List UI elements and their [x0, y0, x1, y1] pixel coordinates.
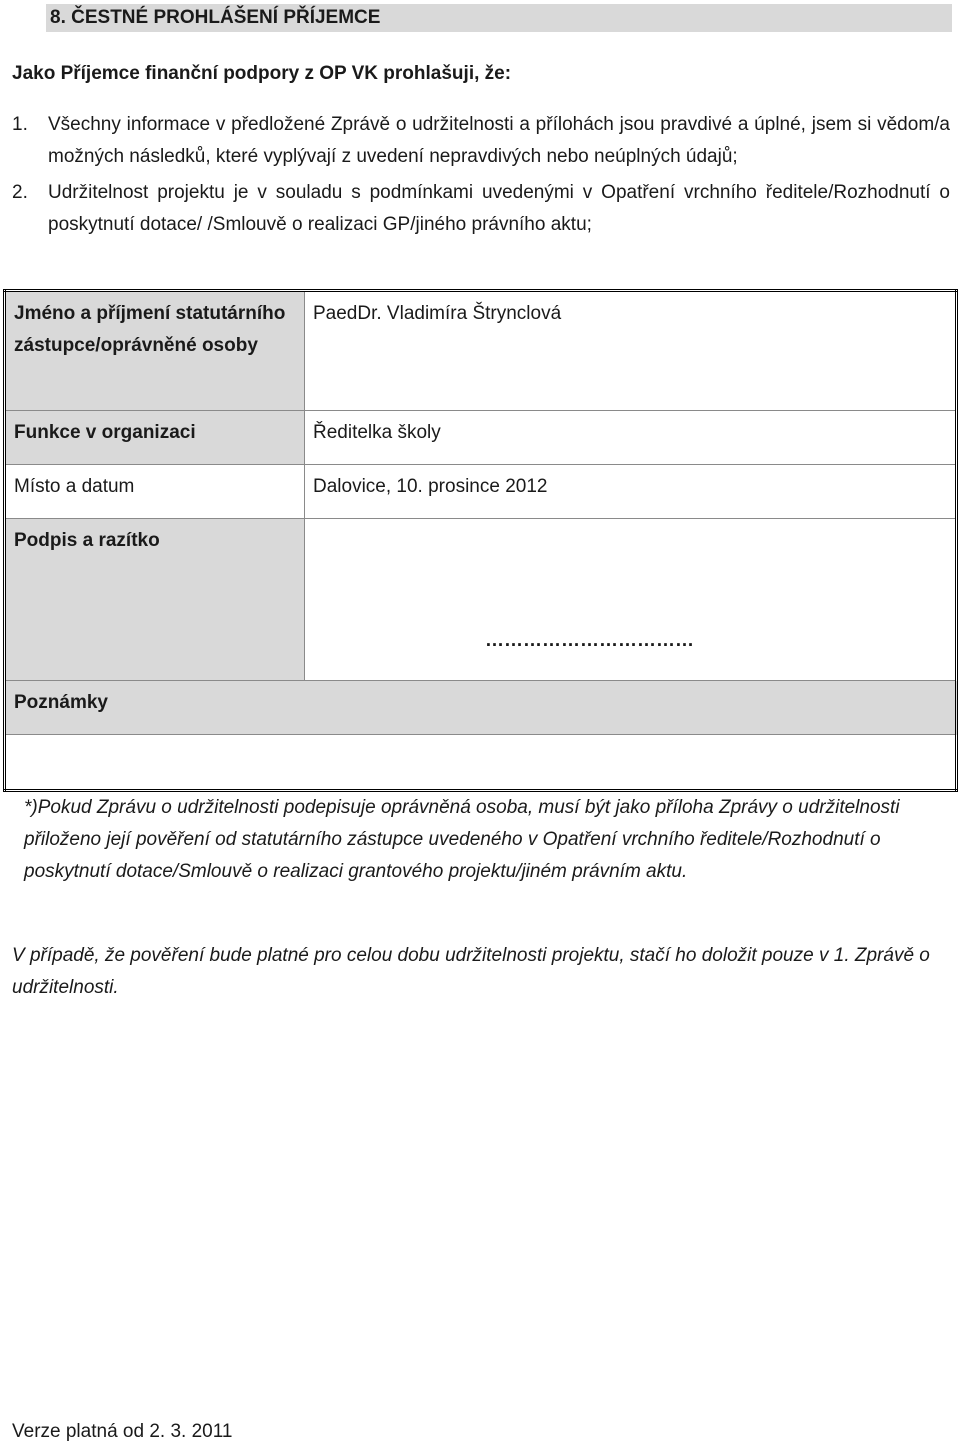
signature-label: Podpis a razítko: [5, 519, 305, 681]
name-label: Jméno a příjmení statutárního zástupce/oprávněné osoby: [5, 291, 305, 411]
declaration-text: Všechny informace v předložené Zprávě o udržitelnosti a přílohách jsou pravdivé a úplné, jsem si vědom/a možných následků, které vyplývají z uvedení nepravdivých nebo neúplných údajů;: [48, 114, 950, 167]
notes-field[interactable]: [5, 735, 957, 791]
place-date-label: Místo a datum: [5, 465, 305, 519]
section-title: 8. ČESTNÉ PROHLÁŠENÍ PŘÍJEMCE: [46, 4, 952, 32]
table-row-name: [5, 291, 957, 411]
declaration-number: 1.: [12, 114, 28, 135]
declaration-intro: Jako Příjemce finanční podpory z OP VK prohlašuji, že:: [12, 63, 512, 84]
table-row-signature: [5, 519, 957, 681]
declaration-number: 2.: [12, 182, 28, 203]
version-footer: Verze platná od 2. 3. 2011: [12, 1421, 233, 1442]
declaration-text: Udržitelnost projektu je v souladu s podmínkami uvedenými v Opatření vrchního ředitele/Rozhodnutí o poskytnutí dotace/ /Smlouvě o realizaci GP/jiného právního aktu;: [48, 182, 950, 235]
footnote: *)Pokud Zprávu o udržitelnosti podepisuje oprávněná osoba, musí být jako příloha Zprávy o udržitelnosti přiloženo její pověření od statutárního zástupce uvedeného v Opatření vrchního ředitele/Rozhodnutí o poskytnutí dotace/Smlouvě o realizaci grantového projektu/jiném právním aktu.: [24, 797, 900, 882]
place-date-value: Dalovice, 10. prosince 2012: [305, 465, 957, 519]
function-value: Ředitelka školy: [305, 411, 957, 465]
table-row-notes-body: [5, 735, 957, 791]
signature-line: ……………………………: [485, 630, 694, 651]
table-row-notes-header: [5, 681, 957, 735]
signature-field[interactable]: [305, 519, 957, 681]
table-row-place: [5, 465, 957, 519]
notes-label: Poznámky: [5, 681, 957, 735]
declaration-item-1: [12, 109, 950, 173]
declaration-item-2: [12, 177, 950, 241]
name-value: PaedDr. Vladimíra Štrynclová: [305, 291, 957, 411]
validity-note: V případě, že pověření bude platné pro celou dobu udržitelnosti projektu, stačí ho doložit pouze v 1. Zprávě o udržitelnosti.: [12, 945, 930, 998]
function-label: Funkce v organizaci: [5, 411, 305, 465]
signatory-table: [3, 289, 958, 792]
table-row-function: [5, 411, 957, 465]
